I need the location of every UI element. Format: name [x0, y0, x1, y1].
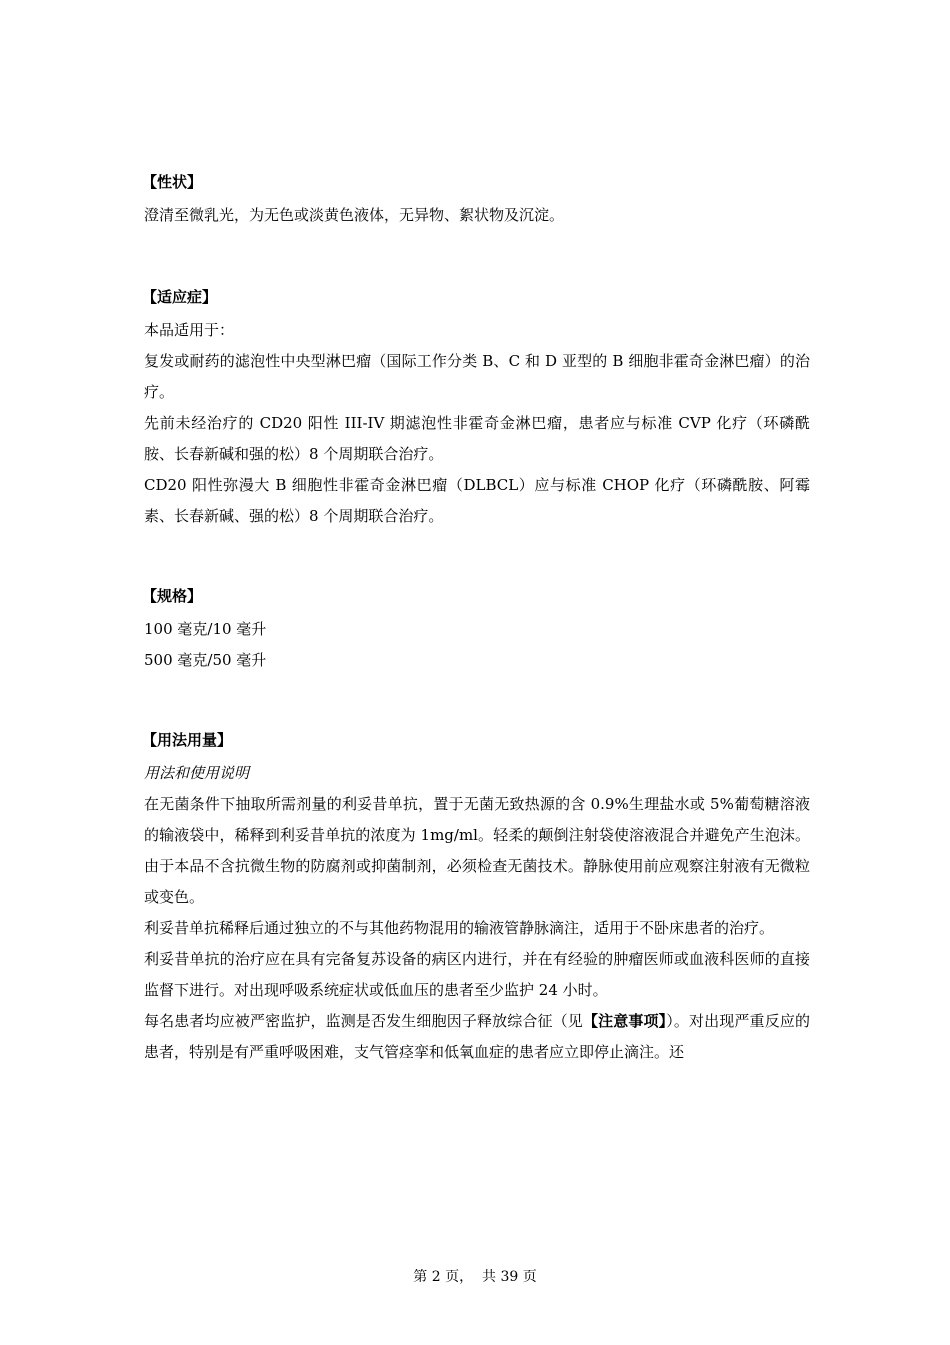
paragraph: 先前未经治疗的 CD20 阳性 III-IV 期滤泡性非霍奇金淋巴瘤，患者应与标准 CVP 化疗（环磷酰胺、长春新碱和强的松）8 个周期联合治疗。: [144, 414, 810, 463]
section-indications: [144, 283, 810, 532]
paragraph-text: ）。对出现严重反应的患者，特别是有严重呼吸困难，支气管痉挛和低氧血症的患者应立即停止滴注。还: [144, 1012, 810, 1061]
section-heading: 【用法用量】: [142, 731, 233, 749]
section-dosage: [144, 726, 810, 1068]
document-body: [144, 168, 810, 1068]
paragraph: CD20 阳性弥漫大 B 细胞性非霍奇金淋巴瘤（DLBCL）应与标准 CHOP 化疗（环磷酰胺、阿霉素、长春新碱、强的松）8 个周期联合治疗。: [144, 476, 810, 525]
paragraph: 利妥昔单抗的治疗应在具有完备复苏设备的病区内进行，并在有经验的肿瘤医师或血液科医师的直接监督下进行。对出现呼吸系统症状或低血压的患者至少监护 24 小时。: [144, 950, 810, 999]
paragraph: 复发或耐药的滤泡性中央型淋巴瘤（国际工作分类 B、C 和 D 亚型的 B 细胞非霍奇金淋巴瘤）的治疗。: [144, 352, 810, 401]
paragraph: 澄清至微乳光，为无色或淡黄色液体，无异物、絮状物及沉淀。: [144, 206, 565, 224]
paragraph: [144, 1006, 810, 1068]
paragraph: 500 毫克/50 毫升: [144, 651, 267, 669]
section-heading: 【适应症】: [142, 288, 218, 306]
paragraph: 100 毫克/10 毫升: [144, 620, 267, 638]
subheading: 用法和使用说明: [144, 764, 250, 782]
paragraph: 利妥昔单抗稀释后通过独立的不与其他药物混用的输液管静脉滴注，适用于不卧床患者的治疗。: [144, 919, 775, 937]
paragraph: 在无菌条件下抽取所需剂量的利妥昔单抗，置于无菌无致热源的含 0.9%生理盐水或 5%葡萄糖溶液的输液袋中，稀释到利妥昔单抗的浓度为 1mg/ml。轻柔的颠倒注射袋使溶液混合并避免产生泡沫。由于本品不含抗微生物的防腐剂或抑菌制剂，必须检查无菌技术。静脉使用前应观察注射液有无微粒或变色。: [144, 795, 810, 906]
section-specifications: [144, 582, 810, 676]
cross-reference: 【注意事项】: [582, 1012, 667, 1030]
page-footer: 第 2 页， 共 39 页: [413, 1269, 537, 1285]
section-heading: 【规格】: [142, 587, 203, 605]
paragraph-text: 每名患者均应被严密监护，监测是否发生细胞因子释放综合征（见: [144, 1012, 583, 1030]
section-appearance: [144, 168, 810, 231]
section-heading: 【性状】: [142, 173, 203, 191]
paragraph: 本品适用于：: [144, 321, 235, 339]
